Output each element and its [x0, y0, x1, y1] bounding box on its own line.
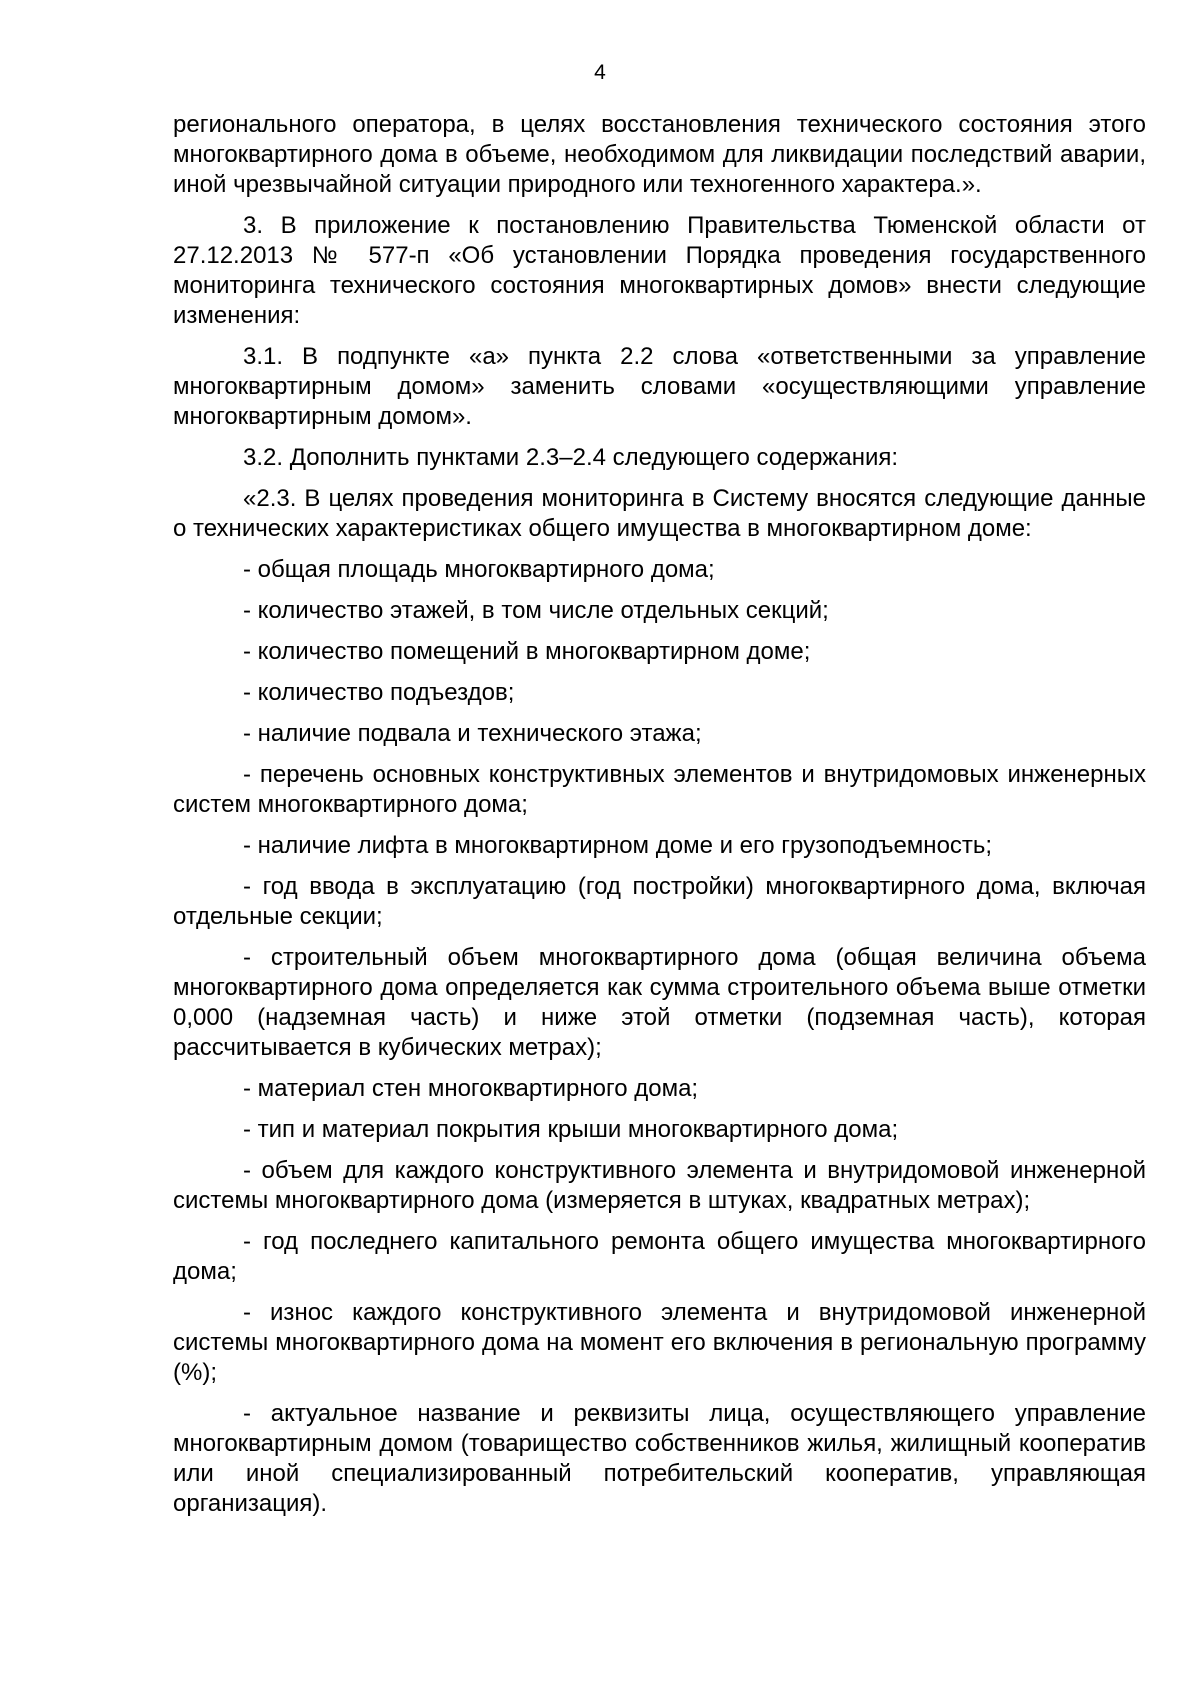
list-item: - общая площадь многоквартирного дома;	[243, 556, 715, 583]
list-item: - количество этажей, в том числе отдельных секций;	[243, 597, 829, 624]
paragraph-item-3-2: 3.2. Дополнить пунктами 2.3–2.4 следующего содержания:	[243, 444, 899, 471]
list-item: - объем для каждого конструктивного элемента и внутридомовой инженерной системы многоквартирного дома (измеряется в штуках, квадратных метрах);	[173, 1157, 1146, 1214]
list-item: - материал стен многоквартирного дома;	[243, 1075, 699, 1102]
paragraph-item-2-3: «2.3. В целях проведения мониторинга в Систему вносятся следующие данные о технических характеристиках общего имущества в многоквартирном доме:	[173, 485, 1146, 542]
list-item: - тип и материал покрытия крыши многоквартирного дома;	[243, 1116, 899, 1143]
list-item: - количество подъездов;	[243, 679, 515, 706]
paragraph-item-3: 3. В приложение к постановлению Правительства Тюменской области от 27.12.2013 № 577-п «Об установлении Порядка проведения государственного мониторинга технического состояния многоквартирных домов» внести следующие изменения:	[173, 212, 1146, 329]
list-item: - количество помещений в многоквартирном доме;	[243, 638, 811, 665]
list-item: - год последнего капитального ремонта общего имущества многоквартирного дома;	[173, 1228, 1146, 1285]
list-item: - год ввода в эксплуатацию (год постройки) многоквартирного дома, включая отдельные секции;	[173, 873, 1146, 930]
list-item: - износ каждого конструктивного элемента и внутридомовой инженерной системы многоквартирного дома на момент его включения в региональную программу (%);	[173, 1299, 1146, 1386]
list-item: - перечень основных конструктивных элементов и внутридомовых инженерных систем многоквартирного дома;	[173, 761, 1146, 818]
page-number: 4	[594, 61, 606, 84]
paragraph-item-3-1: 3.1. В подпункте «а» пункта 2.2 слова «ответственными за управление многоквартирным домом» заменить словами «осуществляющими управление многоквартирным домом».	[173, 343, 1146, 430]
list-item: - наличие подвала и технического этажа;	[243, 720, 702, 747]
list-item: - наличие лифта в многоквартирном доме и его грузоподъемность;	[243, 832, 993, 859]
list-item: - актуальное название и реквизиты лица, осуществляющего управление многоквартирным домом (товарищество собственников жилья, жилищный кооператив или иной специализированный потребительский кооператив, управляющая организация).	[173, 1400, 1146, 1517]
paragraph-continuation: регионального оператора, в целях восстановления технического состояния этого многоквартирного дома в объеме, необходимом для ликвидации последствий аварии, иной чрезвычайной ситуации природного или техногенного характера.».	[173, 111, 1146, 198]
list-item: - строительный объем многоквартирного дома (общая величина объема многоквартирного дома определяется как сумма строительного объема выше отметки 0,000 (надземная часть) и ниже этой отметки (подземная часть), которая рассчитывается в кубических метрах);	[173, 944, 1146, 1061]
document-body	[173, 110, 1146, 1530]
